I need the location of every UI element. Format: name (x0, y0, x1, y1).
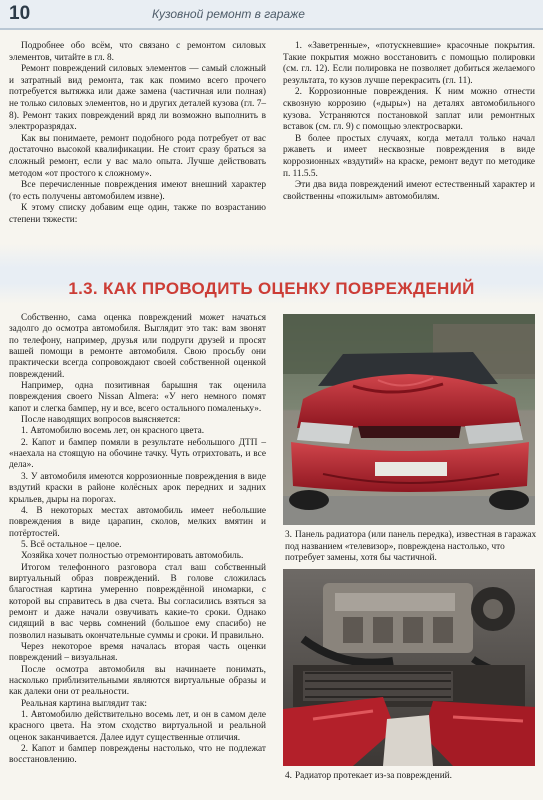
list-item: 2. Капот и бампер повреждены настолько, что не подлежат восстановлению. (9, 744, 266, 766)
section-title: 1.3. КАК ПРОВОДИТЬ ОЦЕНКУ ПОВРЕЖДЕНИЙ (68, 279, 475, 298)
engine-bay-illustration (283, 569, 535, 766)
caption-text: Панель радиатора (или панель передка), известная в гаражах под названием «телевизор», повреждена настолько, что потребует замены, хотя бы частичной. (285, 530, 537, 564)
paragraph: Например, одна позитивная барышня так оценила повреждения своего Nissan Almera: «У него немного помят капот и слегка бампер, ну и все, всего остального помаленьку». (9, 381, 266, 414)
damaged-car-photo (283, 314, 535, 525)
paragraph: После наводящих вопросов выясняется: (21, 415, 181, 426)
list-item: 2. Капот и бампер помяли в результате небольшого ДТП – «наехала на стоящую на обочине тачку. Чуть отрихтовать, и все дела». (9, 437, 266, 471)
page-header (0, 0, 543, 30)
paragraph: Все перечисленные повреждения имеют внешний характер (то есть получены автомобилем извне). (9, 180, 266, 202)
paragraph: В более простых случаях, когда металл только начал ржаветь и имеет несквозные повреждения в виде коррозионных «вздутий» на краске, ремонт ведут по методике п. 11.5.5. (283, 133, 535, 179)
list-item: 1. Автомобилю действительно восемь лет, и он в самом деле красного цвета. На этом сходство виртуальной и реальной оценок заканчивается. Далее идут существенные отличия. (9, 710, 266, 743)
right-top-column (283, 41, 535, 203)
page-number: 10 (9, 3, 31, 24)
paragraph: Как вы понимаете, ремонт подобного рода потребует от вас достаточно высокой квалификации. Не стоит сразу браться за сложный ремонт, если у вас мало опыта. Лучше действовать методом «от простого к сложному». (9, 133, 266, 179)
paragraph: Эти два вида повреждений имеют естественный характер и свойственны «пожилым» автомобилям. (283, 180, 535, 202)
paragraph: Итогом телефонного разговора стал ваш собственный виртуальный образ повреждений. В голове сложилась благостная картина умеренно повреждённой иномарки, с которой вы справитесь в два счета. Вы согласились взяться за ремонт и даже начали озвучивать какие-то сроки. Однако сидящий в вас червь сомнений (большое ему спасибо) не позволил называть окончательные суммы и сроки. И правильно. (9, 562, 266, 641)
figure-4-caption (285, 771, 537, 783)
list-item: 5. Всё остальное – целое. (21, 539, 122, 550)
list-item: 2. Коррозионные повреждения. К ним можно отнести сквозную коррозию («дыры») на деталях автомобильного кузова. Устраняются постановкой заплат или ремонтных вставок (см. гл. 9) с помощью электросварки. (283, 87, 535, 133)
radiator-photo (283, 569, 535, 766)
left-top-column (9, 41, 266, 227)
paragraph: После осмотра автомобиля вы начинаете понимать, насколько приблизительными являются виртуальные образы и как далеки они от реальности. (9, 664, 266, 698)
car-front-illustration (283, 314, 535, 525)
caption-text: Радиатор протекает из-за повреждений. (294, 771, 452, 781)
paragraph: Собственно, сама оценка повреждений может начаться задолго до осмотра автомобиля. Выглядит это так: вам звонят по телефону, например, друзья или подруги друзей и просят вашей помощи в ремонте автомобиля. Свою просьбу они практически всегда сопровождают своей собственной оценкой повреждений. (9, 313, 266, 380)
running-title: Кузовной ремонт в гараже (152, 7, 305, 21)
paragraph: Ремонт повреждений силовых элементов — самый сложный и затратный вид ремонта, так как помимо всего прочего потребуется вытяжка или даже замена (частичная или полная) не только силовых элементов, но и других деталей кузова (гл. 7–8). Ремонт таких повреждений вряд ли возможно выполнить в электроразрядах. (9, 64, 266, 133)
list-item: 4. В некоторых местах автомобиль имеет небольшие повреждения в виде царапин, сколов, мелких вмятин и потёртостей. (9, 505, 266, 539)
figure-number: 4. (285, 771, 292, 781)
figure-number: 3. (285, 530, 292, 540)
list-item: 1. «Заветренные», «потускневшие» красочные покрытия. Такие покрытия можно восстановить с помощью полировки (см. гл. 12). Если полировка не позволяет добиться желаемого результата, то кузов лучше перекрасить (гл. 11). (283, 41, 535, 86)
paragraph: Через некоторое время началась вторая часть оценки повреждений – визуальная. (9, 641, 266, 664)
list-item: 3. У автомобиля имеются коррозионные повреждения в виде вздутий краски в районе колёсных арок передних и задних крыльев, дыры на порогах. (9, 471, 266, 505)
left-bottom-column (9, 313, 266, 767)
figure-3-caption (285, 530, 537, 565)
paragraph: Хозяйка хочет полностью отремонтировать автомобиль. (21, 551, 244, 562)
list-item: 1. Автомобилю восемь лет, он красного цвета. (21, 426, 205, 437)
paragraph: Реальная картина выглядит так: (21, 698, 147, 709)
paragraph: Подробнее обо всём, что связано с ремонтом силовых элементов, читайте в гл. 8. (9, 41, 266, 63)
paragraph: К этому списку добавим еще один, также по возрастанию степени тяжести: (9, 203, 266, 225)
